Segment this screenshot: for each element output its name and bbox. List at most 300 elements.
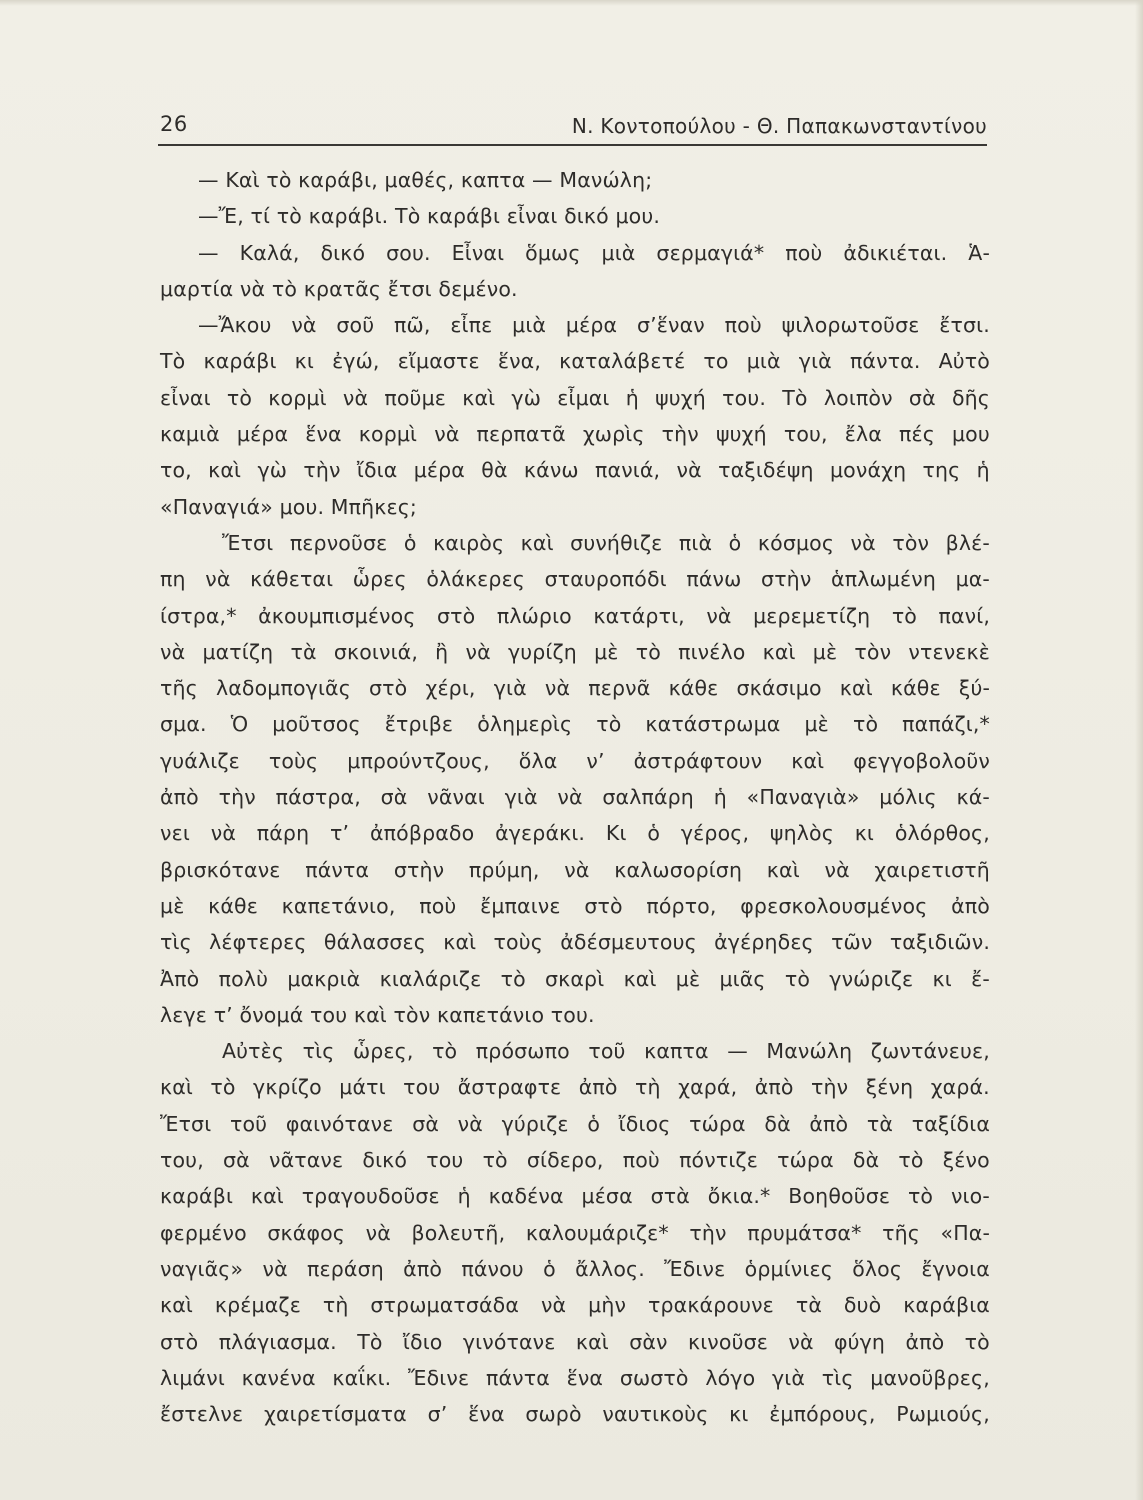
text-line: «Παναγιά» μου. Μπῆκες; — [160, 494, 417, 519]
word: καπτα — [644, 1039, 709, 1064]
word: καὶ — [839, 676, 873, 701]
word: κι — [294, 349, 314, 374]
word: ἔτριβε — [384, 712, 454, 737]
word: καὶ — [250, 1184, 284, 1209]
text-line: —Ἔ, τί τὸ καράβι. Τὸ καράβι εἶναι δικό μου. — [198, 204, 661, 229]
text-line — [160, 888, 990, 924]
word: τῆς — [882, 1220, 920, 1245]
word: τὴ — [322, 1293, 349, 1318]
word: στρωματσάδα — [370, 1293, 520, 1318]
text-line — [160, 634, 990, 670]
word: ἔμπαινε — [480, 893, 561, 918]
word: στὸ — [437, 603, 476, 628]
word: ποῦμε — [384, 385, 446, 410]
word: γύριζε — [501, 1111, 569, 1136]
word: ἀγέρηδες — [714, 930, 814, 955]
word: καράβι — [203, 349, 277, 374]
word: ἀπὸ — [809, 1111, 849, 1136]
word: ἕνα — [468, 1402, 505, 1427]
word: νὰ — [676, 458, 702, 483]
text-line — [160, 1142, 990, 1178]
text-line: — Καὶ τὸ καράβι, μαθές, καπτα — Μανώλη; — [198, 168, 653, 192]
word: νὰ — [788, 1329, 814, 1354]
word: καὶ — [160, 1075, 193, 1100]
word: χαιρετιστῆ — [874, 857, 990, 882]
word: τὰ — [795, 1293, 822, 1318]
word: πινέλο — [678, 639, 746, 664]
word: νὰ — [434, 422, 460, 447]
word: του, — [160, 1148, 204, 1173]
word: γὼ — [257, 458, 288, 483]
word: νὰ — [210, 821, 236, 846]
text-line — [160, 235, 990, 271]
word: ἀκουμπισμένος — [258, 603, 416, 628]
word: καὶ — [762, 639, 796, 664]
word: πές — [899, 422, 935, 447]
word: εἶμαι — [557, 385, 610, 410]
word: σίδερο, — [526, 1148, 604, 1173]
word: ἡ — [625, 385, 639, 410]
word: εἴμαστε — [397, 349, 480, 374]
word: τοῦ — [588, 1039, 626, 1064]
word: τὴν — [218, 785, 256, 810]
word: στὸ — [160, 1329, 199, 1354]
word: πάρη — [256, 821, 310, 846]
word: γυάλιζε — [160, 748, 240, 773]
word: πολὺ — [218, 966, 269, 991]
word: κόσμος — [757, 530, 835, 555]
word: καράβι — [160, 1184, 234, 1209]
word: μιὰ — [512, 313, 547, 338]
word: πιὰ — [678, 530, 713, 555]
word: σὰ — [412, 1111, 439, 1136]
word: — — [198, 240, 219, 265]
word: ὅλα — [518, 748, 558, 773]
word: νιο- — [950, 1184, 990, 1209]
word: Ἔτσι — [222, 530, 274, 555]
word: τὸ — [907, 1184, 934, 1209]
word: ὁ — [728, 530, 742, 555]
word: ἐμπόρους, — [769, 1402, 876, 1427]
word: τὰ — [866, 1111, 894, 1136]
word: σὰ — [908, 385, 936, 410]
word: σωστὸ — [619, 1365, 689, 1390]
word: γιὰ — [504, 785, 538, 810]
text-line — [160, 1215, 990, 1251]
word: τὸ — [635, 639, 661, 664]
word: πάνου — [461, 1256, 524, 1281]
word: ἀπὸ — [160, 785, 199, 810]
word: σκάσιμο — [736, 676, 822, 701]
word: ἴδια — [356, 458, 398, 483]
word: ίστρα,* — [160, 603, 237, 628]
text-line — [160, 380, 990, 416]
word: Ἔτσι — [160, 1111, 212, 1136]
word: σὰν — [629, 1329, 668, 1354]
text-line — [160, 1178, 990, 1214]
word: νὰ — [706, 603, 732, 628]
word: τὴν — [689, 1220, 727, 1245]
word: τὸν — [854, 639, 892, 664]
word: στὸ — [584, 893, 623, 918]
word: τ’ — [330, 821, 350, 846]
word: χαρά. — [930, 1075, 990, 1100]
word: τῆς — [160, 676, 198, 701]
word: πλώριο — [496, 603, 572, 628]
word: Ἁ- — [968, 240, 990, 265]
word: σὰ — [223, 1148, 250, 1173]
text-line — [160, 1033, 990, 1069]
word: σαλπάρη — [602, 785, 694, 810]
word: νὰ — [160, 639, 186, 664]
word: καπετάνιο, — [281, 893, 396, 918]
word: καὶ — [443, 930, 477, 955]
word: Βοηθοῦσε — [788, 1184, 891, 1209]
word: βολευτῆ, — [411, 1220, 506, 1245]
word: Ἔδινε — [664, 1256, 726, 1281]
word: ἀστράφτουν — [633, 748, 763, 773]
word: τώρα — [689, 1111, 746, 1136]
text-line — [160, 670, 990, 706]
word: πάνω — [686, 567, 742, 592]
word: μὲ — [160, 893, 185, 918]
word: καὶ — [520, 530, 554, 555]
word: του, — [783, 422, 828, 447]
word: γιὰ — [493, 676, 527, 701]
word: πρόσωπο — [475, 1039, 570, 1064]
word: ὅμως — [525, 240, 581, 265]
word: λέφτερες — [209, 930, 307, 955]
word: Καλά, — [239, 240, 300, 265]
word: κρέμαζε — [214, 1293, 301, 1318]
word: φρεσκολουσμένος — [740, 893, 928, 918]
word: «Παναγιὰ» — [746, 785, 860, 810]
word: γνώριζε — [829, 966, 914, 991]
word: τὴν — [811, 1075, 849, 1100]
word: νᾶτανε — [268, 1148, 344, 1173]
word: χαιρετίσματα — [263, 1402, 407, 1427]
word: φαινότανε — [285, 1111, 394, 1136]
word: ξένο — [942, 1148, 990, 1173]
word: «Πα- — [940, 1220, 990, 1245]
text-line — [160, 1360, 990, 1396]
word: ἀγεράκι. — [495, 821, 586, 846]
word: σ’ — [427, 1402, 448, 1427]
word: ἕνα — [305, 422, 342, 447]
word: ἔγνοια — [921, 1256, 990, 1281]
word: ποὺ — [419, 893, 457, 918]
word: παπάζι,* — [902, 712, 990, 737]
word: Ἔδινε — [408, 1365, 470, 1390]
word: μὴν — [588, 1293, 627, 1318]
word: της — [922, 458, 961, 483]
word: σερμαγιά* — [656, 240, 765, 265]
word: ἕνα, — [497, 349, 542, 374]
word: καὶ — [623, 966, 657, 991]
word: μιὰ — [601, 240, 636, 265]
word: στὸ — [369, 676, 408, 701]
word: τὸ — [500, 966, 526, 991]
word: τὸ — [891, 603, 917, 628]
word: καὶ — [766, 857, 800, 882]
page-right-edge — [1135, 0, 1143, 1500]
word: μου — [951, 422, 990, 447]
word: νὰ — [457, 1111, 483, 1136]
word: πρυμάτσα* — [747, 1220, 862, 1245]
word: κανένα — [241, 1365, 316, 1390]
word: σμα. — [160, 712, 207, 737]
word: ἁπλωμένη — [831, 567, 936, 592]
word: μὲ — [594, 639, 619, 664]
word: κάθε — [208, 893, 258, 918]
word: μα- — [955, 567, 990, 592]
word: ἀδέσμευτους — [560, 930, 697, 955]
word: μέσα — [581, 1184, 633, 1209]
word: μόλις — [879, 785, 937, 810]
word: ἴδιο — [402, 1329, 443, 1354]
word: μιᾶς — [719, 966, 766, 991]
word: πανί, — [938, 603, 990, 628]
word: νὰ — [465, 639, 491, 664]
word: καὶ — [462, 385, 496, 410]
word: μονάχη — [829, 458, 907, 483]
word: στὰ — [650, 1184, 690, 1209]
word: τὸ — [482, 1148, 508, 1173]
word: νὰ — [557, 785, 583, 810]
word: ὁλάκερες — [426, 567, 525, 592]
word: Ρωμιούς, — [896, 1402, 990, 1427]
word: κι — [729, 1402, 749, 1427]
word: τώρα — [777, 1148, 834, 1173]
text-line — [160, 525, 990, 561]
word: τὸν — [892, 530, 930, 555]
word: πάντα. — [849, 349, 921, 374]
word: κορμὶ — [358, 422, 418, 447]
word: ὅλος — [852, 1256, 903, 1281]
word: πρύμη, — [468, 857, 540, 882]
word: καλωσορίση — [614, 857, 743, 882]
word: μέρα — [413, 458, 465, 483]
word: Μανώλη — [766, 1039, 853, 1064]
word: φεγγοβολοῦν — [853, 748, 990, 773]
word: του — [426, 1148, 464, 1173]
word: ἡ — [457, 1184, 471, 1209]
word: καὶ — [160, 1293, 193, 1318]
word: περνᾶ — [588, 676, 651, 701]
word: Τὸ — [357, 1329, 383, 1354]
word: κάνω — [523, 458, 579, 483]
word: συνήθιζε — [570, 530, 663, 555]
word: τὶς — [160, 930, 192, 955]
word: πάντα — [485, 1365, 550, 1390]
word: τοῦ — [229, 1111, 268, 1136]
word: — — [727, 1039, 748, 1064]
text-line — [160, 924, 990, 960]
word: ἄστραφτε — [457, 1075, 562, 1100]
text-line — [160, 779, 990, 815]
word: πόρτο, — [646, 893, 717, 918]
word: κάθε — [890, 676, 941, 701]
word: ἔλα — [844, 422, 882, 447]
word: νὰ — [205, 567, 231, 592]
word: ὁ — [587, 1111, 601, 1136]
word: το — [703, 349, 729, 374]
word: γὼ — [511, 385, 542, 410]
page-number: 26 — [160, 112, 188, 136]
word: ὁ — [647, 821, 661, 846]
word: ὁλόρθος, — [894, 821, 990, 846]
word: τρακάρουνε — [648, 1293, 774, 1318]
word: γιὰ — [798, 349, 832, 374]
word: θὰ — [481, 458, 508, 483]
word: τῶν — [831, 930, 873, 955]
word: γκρίζο — [253, 1075, 322, 1100]
word: μερεμετίζη — [753, 603, 871, 628]
word: κι — [932, 966, 952, 991]
word: ὄκια.* — [707, 1184, 771, 1209]
word: μάτι — [339, 1075, 386, 1100]
word: κατάστρωμα — [645, 712, 781, 737]
word: ἀπὸ — [905, 1329, 945, 1354]
word: τὶς — [821, 1365, 854, 1390]
word: τραγουδοῦσε — [301, 1184, 440, 1209]
word: μὲ — [675, 966, 701, 991]
word: μὲ — [804, 712, 829, 737]
word: τὴ — [635, 1075, 661, 1100]
text-line — [160, 1396, 990, 1432]
word: ψυχή — [655, 385, 706, 410]
word: φύγη — [833, 1329, 886, 1354]
word: χέρι, — [425, 676, 476, 701]
page-header — [158, 104, 987, 146]
word: νὰ — [262, 1256, 288, 1281]
word: γέρος, — [680, 821, 750, 846]
word: το, — [160, 458, 192, 483]
word: ὁ — [543, 1256, 556, 1281]
word: τὰ — [290, 639, 317, 664]
word: λόγο — [705, 1365, 756, 1390]
word: δικό — [320, 240, 366, 265]
word: βρισκότανε — [160, 857, 281, 882]
word: του — [403, 1075, 441, 1100]
word: νει — [160, 821, 190, 846]
word: ἡ — [976, 458, 990, 483]
word: τὶς — [302, 1039, 335, 1064]
word: ἢ — [435, 639, 449, 664]
word: σοῦ — [336, 313, 375, 338]
word: —Ἄκου — [198, 313, 272, 338]
word: καιρὸς — [433, 530, 505, 555]
text-line — [160, 852, 990, 888]
word: τὸ — [784, 966, 811, 991]
word: κάθε — [668, 676, 719, 701]
word: ἔ- — [971, 966, 990, 991]
word: ἕνα — [566, 1365, 604, 1390]
text-line — [160, 561, 990, 597]
word: γιὰ — [772, 1365, 806, 1390]
word: γινότανε — [462, 1329, 556, 1354]
word: σὰ — [380, 785, 408, 810]
word: κατάρτι, — [593, 603, 685, 628]
word: Αὐτὲς — [222, 1039, 285, 1064]
word: σ’ἕναν — [636, 313, 705, 338]
word: πάντα — [305, 857, 370, 882]
word: δυὸ — [843, 1293, 882, 1318]
word: χαρά, — [678, 1075, 738, 1100]
word: καὶ — [791, 748, 825, 773]
word: μανοῦβρες, — [870, 1365, 990, 1390]
word: πανιά, — [595, 458, 661, 483]
word: τὸ — [226, 385, 253, 410]
word: ναγιᾶς» — [160, 1256, 244, 1281]
word: πόντιζε — [679, 1148, 758, 1173]
word: νὰ — [540, 1293, 567, 1318]
word: ναυτικοὺς — [602, 1402, 709, 1427]
word: νὰ — [365, 1220, 391, 1245]
word: καΐκι. — [332, 1365, 392, 1390]
word: Εἶναι — [451, 240, 505, 265]
word: μὲ — [812, 639, 838, 664]
word: Τὸ — [160, 349, 186, 374]
word: εἶπε — [450, 313, 493, 338]
word: νὰ — [564, 857, 590, 882]
word: μέρα — [236, 422, 289, 447]
word: δῆς — [951, 385, 990, 410]
word: ψιλορωτοῦσε — [781, 313, 920, 338]
text-line — [160, 1324, 990, 1360]
running-head: Ν. Κοντοπούλου - Θ. Παπακωνσταντίνου — [571, 114, 987, 138]
word: καλουμάριζε* — [525, 1220, 669, 1245]
word: φερμένο — [160, 1220, 247, 1245]
word: ἡ — [713, 785, 727, 810]
word: λιμάνι — [160, 1365, 225, 1390]
word: νὰ — [291, 313, 317, 338]
word: δικό — [362, 1148, 408, 1173]
word: ἀπὸ — [403, 1256, 443, 1281]
word: σκαρὶ — [545, 966, 605, 991]
word: ἔστελνε — [160, 1402, 244, 1427]
word: νὰ — [850, 530, 876, 555]
word: μακριὰ — [287, 966, 361, 991]
word: νὰ — [342, 385, 369, 410]
word: νὰ — [824, 857, 850, 882]
word: κάθεται — [250, 567, 334, 592]
word: ποὺ — [622, 1148, 660, 1173]
word: καδένα — [488, 1184, 564, 1209]
word: ὁ — [403, 530, 417, 555]
word: ταξίδια — [911, 1111, 990, 1136]
word: μπρούντζους, — [347, 748, 490, 773]
word: ἔτσι. — [939, 313, 990, 338]
word: Κι — [605, 821, 627, 846]
text-line — [160, 961, 990, 997]
word: λαδομπογιᾶς — [215, 676, 351, 701]
word: περνοῦσε — [289, 530, 388, 555]
word: ταξιδιῶν. — [889, 930, 990, 955]
word: ταξιδέψη — [718, 458, 814, 483]
text-line — [160, 598, 990, 634]
body-text — [160, 162, 990, 1432]
text-line — [160, 1287, 990, 1323]
text-line — [160, 706, 990, 742]
word: νᾶναι — [427, 785, 485, 810]
text-line — [160, 452, 990, 488]
word: περάση — [307, 1256, 384, 1281]
text-line — [160, 1069, 990, 1105]
word: μοῦτσος — [272, 712, 361, 737]
word: ποὺ — [785, 240, 823, 265]
word: τὸ — [210, 1075, 236, 1100]
